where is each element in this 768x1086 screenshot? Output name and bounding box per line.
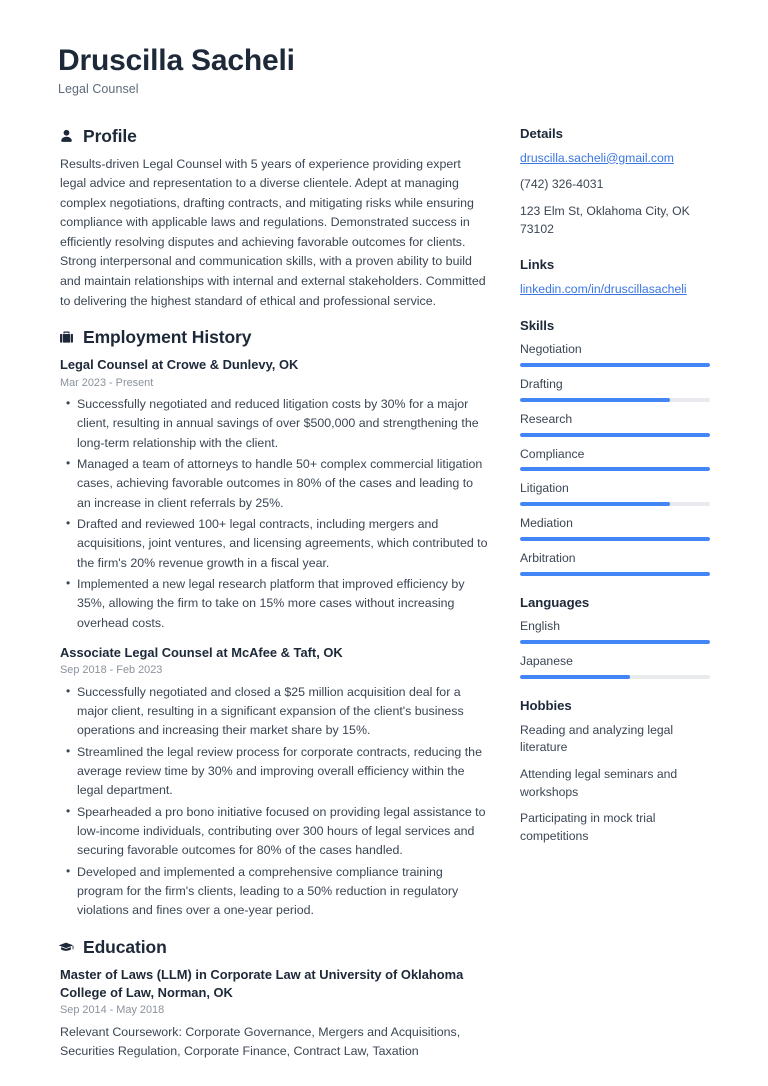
- sidebar-section-links: [520, 257, 710, 299]
- employment-entry-title: Associate Legal Counsel at McAfee & Taft, OK: [60, 644, 343, 660]
- skill-bar-track: [520, 433, 710, 437]
- language-label: English: [520, 618, 560, 633]
- skill-bar-fill: [520, 398, 670, 402]
- linkedin-link[interactable]: linkedin.com/in/druscillasacheli: [520, 282, 687, 297]
- candidate-name: Druscilla Sacheli: [58, 44, 295, 77]
- bullet-item: • Managed a team of attorneys to handle 50+ complex commercial litigation cases, achieving favorable outcomes in 80% of the cases and leading to an increase in client referrals by 25%.: [77, 455, 490, 513]
- education-entry-description: Relevant Coursework: Corporate Governance, Mergers and Acquisitions, Securities Regulation, Corporate Finance, Contract Law, Taxation: [60, 1024, 461, 1058]
- education-entry: [60, 966, 490, 1062]
- employment-entry-bullets: [60, 683, 490, 921]
- skill-rating: [520, 342, 710, 367]
- skill-label: Negotiation: [520, 341, 582, 356]
- language-bar-fill: [520, 675, 630, 679]
- employment-entry-date: Sep 2018 - Feb 2023: [60, 664, 163, 677]
- section-title-education: Education: [83, 936, 167, 957]
- language-label: Japanese: [520, 653, 573, 668]
- skill-bar-track: [520, 363, 710, 367]
- employment-entry: [60, 356, 490, 633]
- skill-rating: [520, 377, 710, 402]
- section-title-employment: Employment History: [83, 327, 252, 348]
- main-column: [58, 126, 490, 1078]
- resume-header: [58, 44, 710, 96]
- skill-bar-fill: [520, 502, 670, 506]
- bullet-item: • Drafted and reviewed 100+ legal contracts, including mergers and acquisitions, joint ventures, and licensing agreements, which contributed to the firm's 20% revenue growth in a fiscal year.: [77, 515, 490, 573]
- skill-label: Compliance: [520, 446, 585, 461]
- skill-bar-fill: [520, 467, 710, 471]
- sidebar-title-skills: Skills: [520, 317, 555, 333]
- employment-entry-title: Legal Counsel at Crowe & Dunlevy, OK: [60, 357, 299, 373]
- graduation-cap-icon: [58, 939, 74, 955]
- briefcase-icon: [58, 330, 74, 346]
- education-entry-date: Sep 2014 - May 2018: [60, 1004, 165, 1017]
- section-profile: [58, 126, 490, 312]
- sidebar-section-hobbies: [520, 698, 710, 846]
- skill-label: Research: [520, 411, 573, 426]
- section-title-profile: Profile: [83, 125, 137, 146]
- employment-entry-bullets: [60, 395, 490, 633]
- skill-bar-track: [520, 467, 710, 471]
- skill-bar-fill: [520, 433, 710, 437]
- skill-label: Litigation: [520, 481, 569, 496]
- email-link[interactable]: druscilla.sacheli@gmail.com: [520, 150, 674, 165]
- language-rating: [520, 619, 710, 644]
- skill-label: Arbitration: [520, 551, 576, 566]
- skill-rating: [520, 551, 710, 576]
- bullet-item: • Implemented a new legal research platform that improved efficiency by 35%, allowing the firm to take on 15% more cases without increasing overhead costs.: [77, 575, 490, 633]
- skill-rating: [520, 481, 710, 506]
- hobby-item: Reading and analyzing legal literature: [520, 722, 674, 755]
- section-education: [58, 937, 490, 1062]
- hobby-item: Participating in mock trial competitions: [520, 811, 656, 844]
- phone-text: (742) 326-4031: [520, 177, 604, 192]
- employment-entry: [60, 644, 490, 921]
- bullet-item: • Successfully negotiated and reduced litigation costs by 30% for a major client, resulting in annual savings of over $500,000 and strengthening the long-term relationship with the client.: [77, 395, 490, 453]
- skill-rating: [520, 412, 710, 437]
- sidebar-column: [520, 126, 710, 865]
- section-header-profile: [58, 126, 490, 147]
- skill-rating: [520, 447, 710, 472]
- section-body-employment: [58, 356, 490, 920]
- language-bar-track: [520, 640, 710, 644]
- bullet-item: • Streamlined the legal review process for corporate contracts, reducing the average review time by 30% and improving overall efficiency within the legal department.: [77, 743, 490, 801]
- candidate-job-title: Legal Counsel: [58, 81, 139, 96]
- sidebar-title-hobbies: Hobbies: [520, 697, 572, 713]
- sidebar-title-languages: Languages: [520, 594, 590, 610]
- bullet-item: • Developed and implemented a comprehensive compliance training program for the firm's clients, leading to a 50% reduction in regulatory violations and fines over a one-year period.: [77, 863, 490, 921]
- skill-label: Drafting: [520, 376, 563, 391]
- skill-bar-track: [520, 398, 710, 402]
- profile-text: Results-driven Legal Counsel with 5 years of experience providing expert legal advice and representation to a diverse clientele. Adept at managing complex negotiations, drafting contracts, and mitigating risks while ensuring compliance with applicable laws and regulations. Demonstrated success in efficiently resolving disputes and achieving favorable outcomes for clients. Strong interpersonal and communication skills, with a proven ability to build and maintain relationships with internal and external stakeholders. Committed to delivering the highest standard of ethical and professional service.: [60, 156, 486, 308]
- skill-bar-fill: [520, 537, 710, 541]
- skill-label: Mediation: [520, 516, 573, 531]
- skill-bar-track: [520, 572, 710, 576]
- resume-columns: [58, 126, 710, 1078]
- sidebar-title-details: Details: [520, 125, 563, 141]
- section-header-education: [58, 937, 490, 958]
- employment-entry-date: Mar 2023 - Present: [60, 376, 154, 389]
- bullet-item: • Successfully negotiated and closed a $25 million acquisition deal for a major client, resulting in a significant expansion of the client's business operations and increasing their market share by 15%.: [77, 683, 490, 741]
- sidebar-section-skills: [520, 318, 710, 576]
- section-body-profile: [58, 155, 490, 312]
- skill-bar-track: [520, 502, 710, 506]
- skill-bar-fill: [520, 363, 710, 367]
- section-employment-history: [58, 327, 490, 920]
- sidebar-section-details: [520, 126, 710, 239]
- section-body-education: [58, 966, 490, 1062]
- language-bar-track: [520, 675, 710, 679]
- hobby-item: Attending legal seminars and workshops: [520, 767, 678, 799]
- address-text: 123 Elm St, Oklahoma City, OK 73102: [520, 203, 690, 236]
- sidebar-title-links: Links: [520, 257, 555, 273]
- language-rating: [520, 654, 710, 679]
- bullet-item: • Spearheaded a pro bono initiative focused on providing legal assistance to low-income individuals, contributing over 300 hours of legal services and securing favorable outcomes for 80% of the cases handled.: [77, 803, 490, 861]
- language-bar-fill: [520, 640, 710, 644]
- section-header-employment: [58, 327, 490, 348]
- sidebar-section-languages: [520, 595, 710, 679]
- education-entry-title: Master of Laws (LLM) in Corporate Law at University of Oklahoma College of Law, Norman, OK: [60, 966, 464, 1000]
- skill-bar-track: [520, 537, 710, 541]
- person-icon: [58, 128, 74, 144]
- skill-bar-fill: [520, 572, 710, 576]
- skill-rating: [520, 516, 710, 541]
